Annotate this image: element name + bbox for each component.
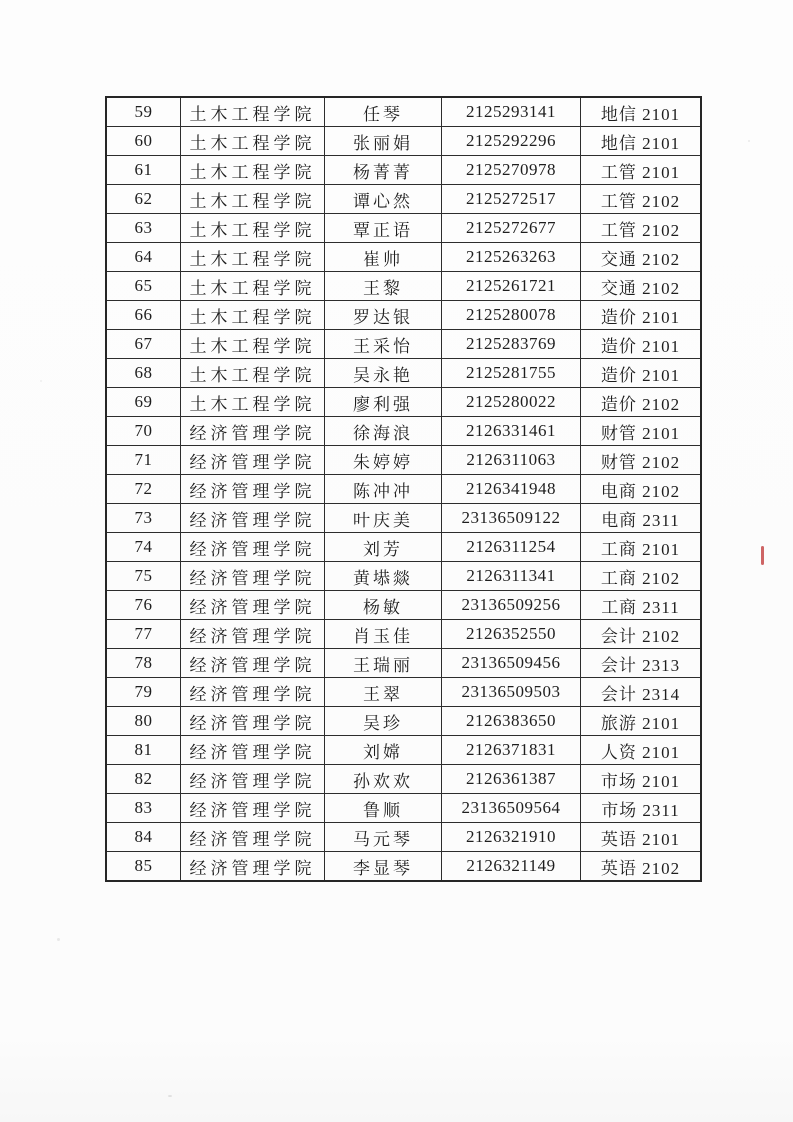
cell-row-number: 67	[106, 330, 181, 359]
cell-student-id: 2126311254	[442, 533, 581, 562]
cell-student-id: 2126321149	[442, 852, 581, 882]
cell-name: 徐海浪	[325, 417, 442, 446]
cell-student-id: 23136509564	[442, 794, 581, 823]
cell-college: 经济管理学院	[181, 707, 325, 736]
cell-college: 土木工程学院	[181, 359, 325, 388]
cell-row-number: 72	[106, 475, 181, 504]
table-row	[106, 127, 701, 156]
cell-college: 土木工程学院	[181, 243, 325, 272]
table-row	[106, 185, 701, 214]
cell-class: 会计 2313	[581, 649, 702, 678]
cell-class: 工管 2102	[581, 185, 702, 214]
cell-college: 土木工程学院	[181, 330, 325, 359]
cell-class: 交通 2102	[581, 243, 702, 272]
cell-row-number: 62	[106, 185, 181, 214]
table-row	[106, 823, 701, 852]
cell-class: 工商 2101	[581, 533, 702, 562]
table-row	[106, 388, 701, 417]
scan-speck	[40, 380, 42, 382]
cell-college: 土木工程学院	[181, 388, 325, 417]
cell-row-number: 85	[106, 852, 181, 882]
cell-name: 杨敏	[325, 591, 442, 620]
cell-student-id: 2126352550	[442, 620, 581, 649]
table-row	[106, 330, 701, 359]
cell-name: 黄塨燚	[325, 562, 442, 591]
cell-student-id: 2125283769	[442, 330, 581, 359]
cell-class: 工管 2102	[581, 214, 702, 243]
cell-class: 人资 2101	[581, 736, 702, 765]
cell-name: 王瑞丽	[325, 649, 442, 678]
cell-student-id: 2126383650	[442, 707, 581, 736]
cell-name: 马元琴	[325, 823, 442, 852]
cell-class: 会计 2102	[581, 620, 702, 649]
red-pen-mark	[761, 546, 764, 565]
cell-row-number: 70	[106, 417, 181, 446]
cell-name: 孙欢欢	[325, 765, 442, 794]
cell-college: 经济管理学院	[181, 649, 325, 678]
cell-row-number: 75	[106, 562, 181, 591]
cell-class: 造价 2101	[581, 301, 702, 330]
cell-row-number: 84	[106, 823, 181, 852]
cell-college: 土木工程学院	[181, 97, 325, 127]
cell-student-id: 2126341948	[442, 475, 581, 504]
cell-class: 造价 2102	[581, 388, 702, 417]
table-row	[106, 97, 701, 127]
cell-student-id: 2126361387	[442, 765, 581, 794]
table-row	[106, 214, 701, 243]
cell-row-number: 83	[106, 794, 181, 823]
cell-class: 旅游 2101	[581, 707, 702, 736]
table-row	[106, 649, 701, 678]
cell-class: 地信 2101	[581, 97, 702, 127]
scan-speck	[748, 140, 750, 142]
cell-class: 财管 2101	[581, 417, 702, 446]
cell-row-number: 73	[106, 504, 181, 533]
cell-row-number: 80	[106, 707, 181, 736]
cell-college: 经济管理学院	[181, 620, 325, 649]
cell-row-number: 71	[106, 446, 181, 475]
cell-row-number: 76	[106, 591, 181, 620]
cell-student-id: 2126331461	[442, 417, 581, 446]
cell-student-id: 2126311341	[442, 562, 581, 591]
cell-row-number: 63	[106, 214, 181, 243]
cell-college: 经济管理学院	[181, 852, 325, 882]
table-row	[106, 301, 701, 330]
cell-row-number: 65	[106, 272, 181, 301]
cell-row-number: 59	[106, 97, 181, 127]
cell-name: 廖利强	[325, 388, 442, 417]
cell-college: 经济管理学院	[181, 475, 325, 504]
table-row	[106, 794, 701, 823]
cell-student-id: 2125292296	[442, 127, 581, 156]
cell-name: 张丽娟	[325, 127, 442, 156]
cell-student-id: 2125261721	[442, 272, 581, 301]
cell-name: 朱婷婷	[325, 446, 442, 475]
table-row	[106, 272, 701, 301]
cell-name: 王黎	[325, 272, 442, 301]
cell-name: 谭心然	[325, 185, 442, 214]
cell-college: 经济管理学院	[181, 736, 325, 765]
cell-student-id: 2125281755	[442, 359, 581, 388]
cell-college: 土木工程学院	[181, 214, 325, 243]
cell-row-number: 68	[106, 359, 181, 388]
table-row	[106, 446, 701, 475]
cell-name: 杨菁菁	[325, 156, 442, 185]
cell-name: 王采怡	[325, 330, 442, 359]
table-row	[106, 591, 701, 620]
cell-class: 电商 2311	[581, 504, 702, 533]
cell-row-number: 82	[106, 765, 181, 794]
cell-class: 工商 2311	[581, 591, 702, 620]
cell-student-id: 2125280022	[442, 388, 581, 417]
cell-college: 经济管理学院	[181, 533, 325, 562]
table-row	[106, 156, 701, 185]
cell-student-id: 2126321910	[442, 823, 581, 852]
cell-student-id: 23136509503	[442, 678, 581, 707]
cell-student-id: 2125263263	[442, 243, 581, 272]
cell-college: 经济管理学院	[181, 591, 325, 620]
cell-college: 经济管理学院	[181, 562, 325, 591]
cell-college: 经济管理学院	[181, 504, 325, 533]
cell-name: 王翠	[325, 678, 442, 707]
cell-college: 经济管理学院	[181, 823, 325, 852]
cell-name: 刘芳	[325, 533, 442, 562]
cell-class: 交通 2102	[581, 272, 702, 301]
cell-college: 土木工程学院	[181, 301, 325, 330]
cell-class: 工商 2102	[581, 562, 702, 591]
cell-student-id: 23136509256	[442, 591, 581, 620]
cell-row-number: 69	[106, 388, 181, 417]
cell-class: 市场 2101	[581, 765, 702, 794]
cell-class: 造价 2101	[581, 359, 702, 388]
table-row	[106, 852, 701, 882]
cell-student-id: 23136509122	[442, 504, 581, 533]
cell-row-number: 77	[106, 620, 181, 649]
cell-name: 叶庆美	[325, 504, 442, 533]
cell-student-id: 2125293141	[442, 97, 581, 127]
cell-class: 财管 2102	[581, 446, 702, 475]
cell-student-id: 2125270978	[442, 156, 581, 185]
cell-student-id: 23136509456	[442, 649, 581, 678]
table-row	[106, 475, 701, 504]
cell-row-number: 66	[106, 301, 181, 330]
cell-name: 覃正语	[325, 214, 442, 243]
cell-name: 鲁顺	[325, 794, 442, 823]
cell-name: 刘嫦	[325, 736, 442, 765]
cell-class: 英语 2101	[581, 823, 702, 852]
cell-college: 经济管理学院	[181, 765, 325, 794]
cell-name: 李显琴	[325, 852, 442, 882]
cell-college: 土木工程学院	[181, 127, 325, 156]
scan-speck	[57, 938, 60, 941]
cell-row-number: 61	[106, 156, 181, 185]
cell-college: 土木工程学院	[181, 185, 325, 214]
cell-name: 陈冲冲	[325, 475, 442, 504]
cell-class: 工管 2101	[581, 156, 702, 185]
cell-row-number: 81	[106, 736, 181, 765]
cell-student-id: 2125272677	[442, 214, 581, 243]
cell-college: 土木工程学院	[181, 272, 325, 301]
cell-student-id: 2126371831	[442, 736, 581, 765]
cell-student-id: 2125272517	[442, 185, 581, 214]
cell-name: 肖玉佳	[325, 620, 442, 649]
cell-name: 吴永艳	[325, 359, 442, 388]
cell-class: 会计 2314	[581, 678, 702, 707]
cell-class: 电商 2102	[581, 475, 702, 504]
table-row	[106, 533, 701, 562]
table-row	[106, 417, 701, 446]
cell-row-number: 64	[106, 243, 181, 272]
cell-name: 罗达银	[325, 301, 442, 330]
cell-name: 崔帅	[325, 243, 442, 272]
scan-speck	[168, 1095, 172, 1097]
cell-college: 经济管理学院	[181, 417, 325, 446]
table-row	[106, 736, 701, 765]
roster-table-body	[106, 97, 701, 881]
cell-class: 市场 2311	[581, 794, 702, 823]
cell-college: 土木工程学院	[181, 156, 325, 185]
cell-college: 经济管理学院	[181, 794, 325, 823]
cell-name: 任琴	[325, 97, 442, 127]
cell-student-id: 2125280078	[442, 301, 581, 330]
cell-student-id: 2126311063	[442, 446, 581, 475]
student-roster-table	[105, 96, 702, 882]
cell-college: 经济管理学院	[181, 446, 325, 475]
cell-name: 吴珍	[325, 707, 442, 736]
cell-class: 造价 2101	[581, 330, 702, 359]
cell-row-number: 60	[106, 127, 181, 156]
table-row	[106, 562, 701, 591]
cell-college: 经济管理学院	[181, 678, 325, 707]
table-row	[106, 707, 701, 736]
cell-class: 地信 2101	[581, 127, 702, 156]
table-row	[106, 359, 701, 388]
cell-row-number: 78	[106, 649, 181, 678]
table-row	[106, 243, 701, 272]
cell-row-number: 74	[106, 533, 181, 562]
table-row	[106, 678, 701, 707]
table-row	[106, 504, 701, 533]
table-row	[106, 620, 701, 649]
cell-row-number: 79	[106, 678, 181, 707]
table-row	[106, 765, 701, 794]
cell-class: 英语 2102	[581, 852, 702, 882]
